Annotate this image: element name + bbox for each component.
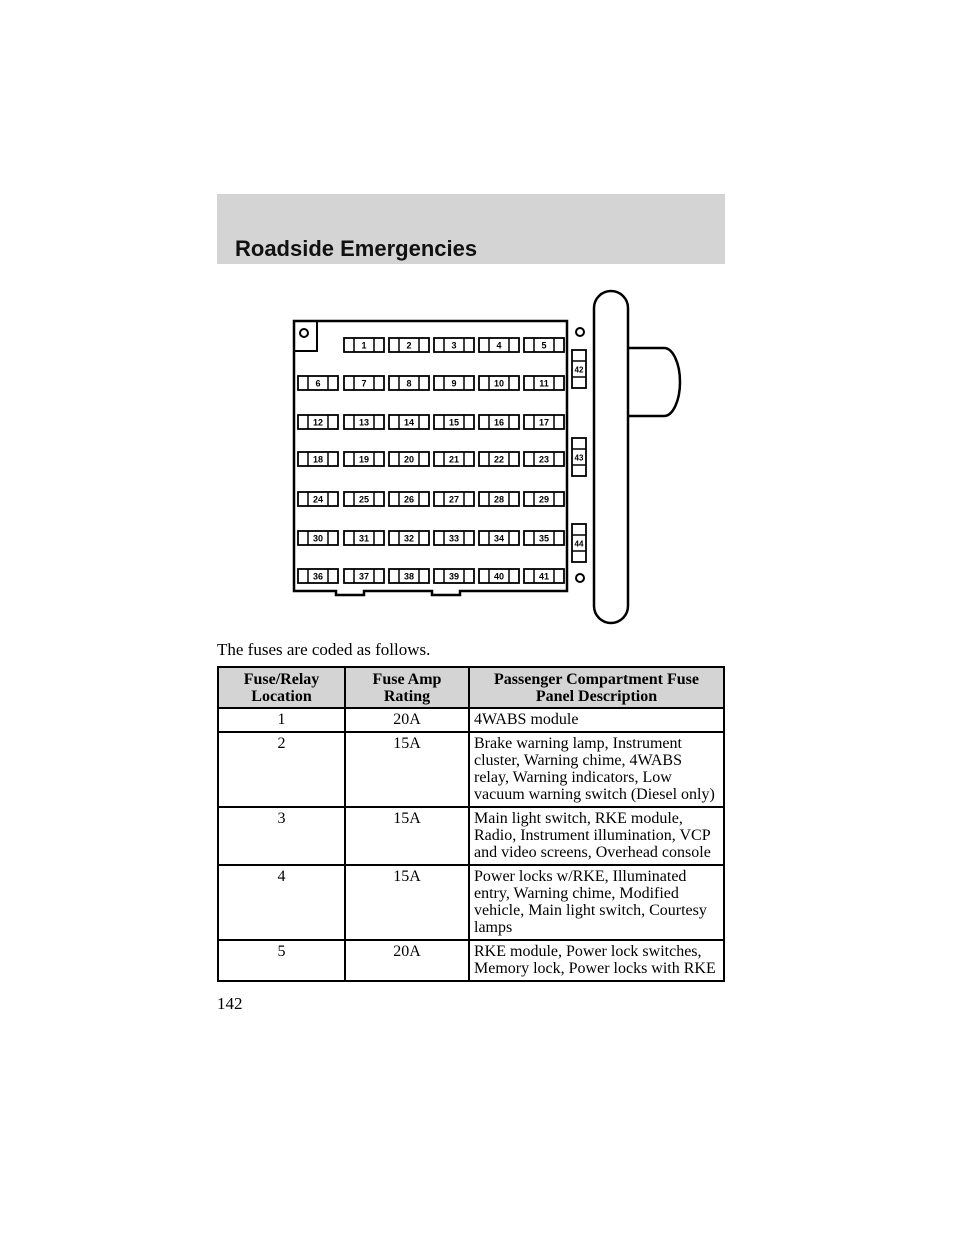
cell-location: 2 [218,732,345,807]
fuse-slot [344,569,384,583]
cell-description: Power locks w/RKE, Illuminated entry, Warning chime, Modified vehicle, Main light switch, Courtesy lamps [469,865,724,940]
relay-label: 43 [574,453,584,463]
fuse-slot [524,415,564,429]
fuse-slot [344,531,384,545]
fuse-label: 6 [315,378,321,389]
fuse-slot [298,376,338,390]
fuse-slot [298,531,338,545]
fuse-label: 20 [403,454,415,465]
section-title: Roadside Emergencies [235,236,478,261]
intro-text: The fuses are coded as follows. [217,640,431,659]
fuse-label: 24 [312,494,324,505]
table-header-row [218,667,724,708]
section-header-band [217,194,725,264]
fuse-slot [479,452,519,466]
fuse-slot [298,452,338,466]
fuse-label: 18 [312,454,324,465]
fuse-label: 36 [312,571,324,582]
relay-label: 44 [574,539,584,549]
cell-description: Brake warning lamp, Instrument cluster, Warning chime, 4WABS relay, Warning indicators, Low vacuum warning switch (Diesel only) [469,732,724,807]
fuse-slot [434,452,474,466]
relay-label: 42 [574,365,584,375]
fuse-slot [524,338,564,352]
fuse-label: 38 [403,571,415,582]
fuse-label: 2 [406,340,412,351]
fuse-slot [298,492,338,506]
fuse-label: 4 [496,340,502,351]
fuse-slot [298,569,338,583]
fuse-slot [389,338,429,352]
cell-amp: 15A [345,732,469,807]
fuse-label: 7 [361,378,367,389]
fuse-slot [434,492,474,506]
fuse-label: 35 [538,533,550,544]
fuse-label: 1 [361,340,367,351]
fuse-label: 9 [451,378,457,389]
fuse-label: 32 [403,533,415,544]
table-row [218,807,724,865]
fuse-label: 14 [403,417,415,428]
fuse-label: 30 [312,533,324,544]
fuse-label: 34 [493,533,505,544]
fuse-label: 17 [538,417,550,428]
fuse-label: 19 [358,454,370,465]
fuse-label: 37 [358,571,370,582]
fuse-label: 33 [448,533,460,544]
fuse-slot [389,415,429,429]
fuse-label: 13 [358,417,370,428]
fuse-slot [434,338,474,352]
fuse-slot [479,569,519,583]
fuse-label: 31 [358,533,370,544]
cell-amp: 20A [345,940,469,981]
fuse-label: 12 [312,417,324,428]
cell-amp: 15A [345,807,469,865]
fuse-label: 5 [541,340,547,351]
fuse-label: 8 [406,378,412,389]
fuse-slot [434,376,474,390]
fuse-label: 29 [538,494,550,505]
fuse-slot [389,452,429,466]
fuse-slot [434,415,474,429]
header-description: Passenger Compartment Fuse Panel Description [469,667,724,708]
fuse-slot [434,569,474,583]
table-row [218,732,724,807]
table-row [218,865,724,940]
fuse-slot [344,492,384,506]
fuse-label: 11 [539,378,549,389]
fuse-slot [389,376,429,390]
cell-description: Main light switch, RKE module, Radio, Instrument illumination, VCP and video screens, Overhead console [469,807,724,865]
relay-slot [572,438,586,476]
fuse-slot [344,452,384,466]
fuse-slot [479,415,519,429]
header-location: Fuse/Relay Location [218,667,345,708]
cell-amp: 20A [345,708,469,732]
fuse-label: 40 [493,571,505,582]
fuse-label: 16 [493,417,505,428]
fuse-slot [524,452,564,466]
fuse-label: 21 [448,454,460,465]
fuse-slot [524,569,564,583]
fuse-label: 26 [403,494,415,505]
fuse-slot [344,338,384,352]
fuse-label: 28 [493,494,505,505]
fuse-slot [524,376,564,390]
page-number: 142 [217,994,243,1013]
fuse-label: 27 [448,494,460,505]
relay-slot [572,350,586,388]
fuse-slot [344,415,384,429]
fuse-slot [479,338,519,352]
fuse-panel-diagram [280,285,690,630]
fuse-label: 41 [538,571,550,582]
fuse-label: 15 [448,417,460,428]
fuse-label: 3 [451,340,457,351]
fuse-table [217,666,725,982]
relay-slot [572,524,586,562]
fuse-slot [389,569,429,583]
table-row [218,708,724,732]
fuse-label: 23 [538,454,550,465]
fuse-slot [479,376,519,390]
fuse-slot [389,492,429,506]
fuse-slot [524,531,564,545]
cell-location: 5 [218,940,345,981]
header-amp-rating: Fuse Amp Rating [345,667,469,708]
cell-description: RKE module, Power lock switches, Memory lock, Power locks with RKE [469,940,724,981]
fuse-slot [479,492,519,506]
cell-location: 4 [218,865,345,940]
fuse-slot [524,492,564,506]
cell-location: 1 [218,708,345,732]
table-row [218,940,724,981]
cell-location: 3 [218,807,345,865]
fuse-slot [479,531,519,545]
cell-description: 4WABS module [469,708,724,732]
fuse-slot [344,376,384,390]
fuse-slot [298,415,338,429]
fuse-slot [389,531,429,545]
cell-amp: 15A [345,865,469,940]
fuse-label: 39 [448,571,460,582]
fuse-label: 22 [493,454,505,465]
fuse-label: 10 [493,378,505,389]
fuse-slot [434,531,474,545]
fuse-label: 25 [358,494,370,505]
